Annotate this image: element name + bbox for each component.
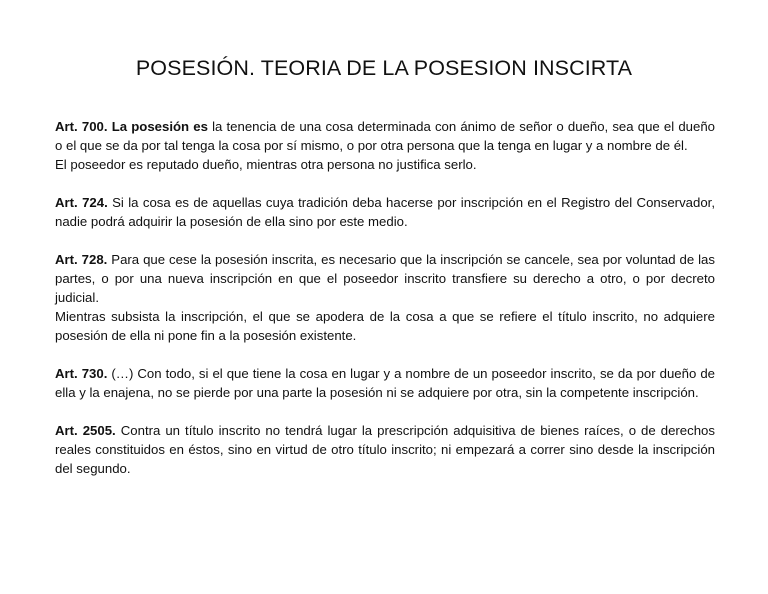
article-text: Si la cosa es de aquellas cuya tradición deba hacerse por inscripción en el Registro del Conservador, nadie podrá adquirir la posesión de ella sino por este medio. (55, 195, 715, 229)
article-text: la tenencia de una cosa determinada con ánimo de señor o dueño, sea que el dueño o el que se da por tal tenga la cosa por sí mismo, o por otra persona que la tenga en lugar y a nombre de él. (55, 119, 715, 153)
article-730-paragraph (55, 364, 715, 402)
article-724-paragraph (55, 193, 715, 231)
article-700 (55, 117, 715, 174)
article-728-paragraph (55, 250, 715, 307)
article-700-extra: El poseedor es reputado dueño, mientras otra persona no justifica serlo. (55, 157, 477, 172)
article-number: Art. 2505. (55, 423, 116, 438)
article-number: Art. 700. (55, 119, 108, 134)
article-number: Art. 724. (55, 195, 108, 210)
article-728-extra: Mientras subsista la inscripción, el que se apodera de la cosa a que se refiere el título inscrito, no adquiere posesión de ella ni pone fin a la posesión existente. (55, 309, 715, 343)
article-text: (…) Con todo, si el que tiene la cosa en lugar y a nombre de un poseedor inscrito, se da por dueño de ella y la enajena, no se pierde por una parte la posesión ni se adquiere por otra, sin la competente inscripción. (55, 366, 715, 400)
article-number: Art. 728. (55, 252, 108, 267)
article-730 (55, 364, 715, 402)
article-number: Art. 730. (55, 366, 108, 381)
article-lead: La posesión es (111, 119, 208, 134)
article-text: Contra un título inscrito no tendrá lugar la prescripción adquisitiva de bienes raíces, o de derechos reales constituidos en éstos, sino en virtud de otro título inscrito; ni empezará a correr sino desde la inscripción del segundo. (55, 423, 715, 476)
article-2505 (55, 421, 715, 478)
article-text: Para que cese la posesión inscrita, es necesario que la inscripción se cancele, sea por voluntad de las partes, o por una nueva inscripción en que el poseedor inscrito transfiere su derecho a otro, o por decreto judicial. (55, 252, 715, 305)
article-724 (55, 193, 715, 231)
article-728 (55, 250, 715, 345)
article-2505-paragraph (55, 421, 715, 478)
document-body (55, 117, 715, 497)
page-title: POSESIÓN. TEORIA DE LA POSESION INSCIRTA (135, 56, 633, 80)
article-700-paragraph (55, 117, 715, 155)
